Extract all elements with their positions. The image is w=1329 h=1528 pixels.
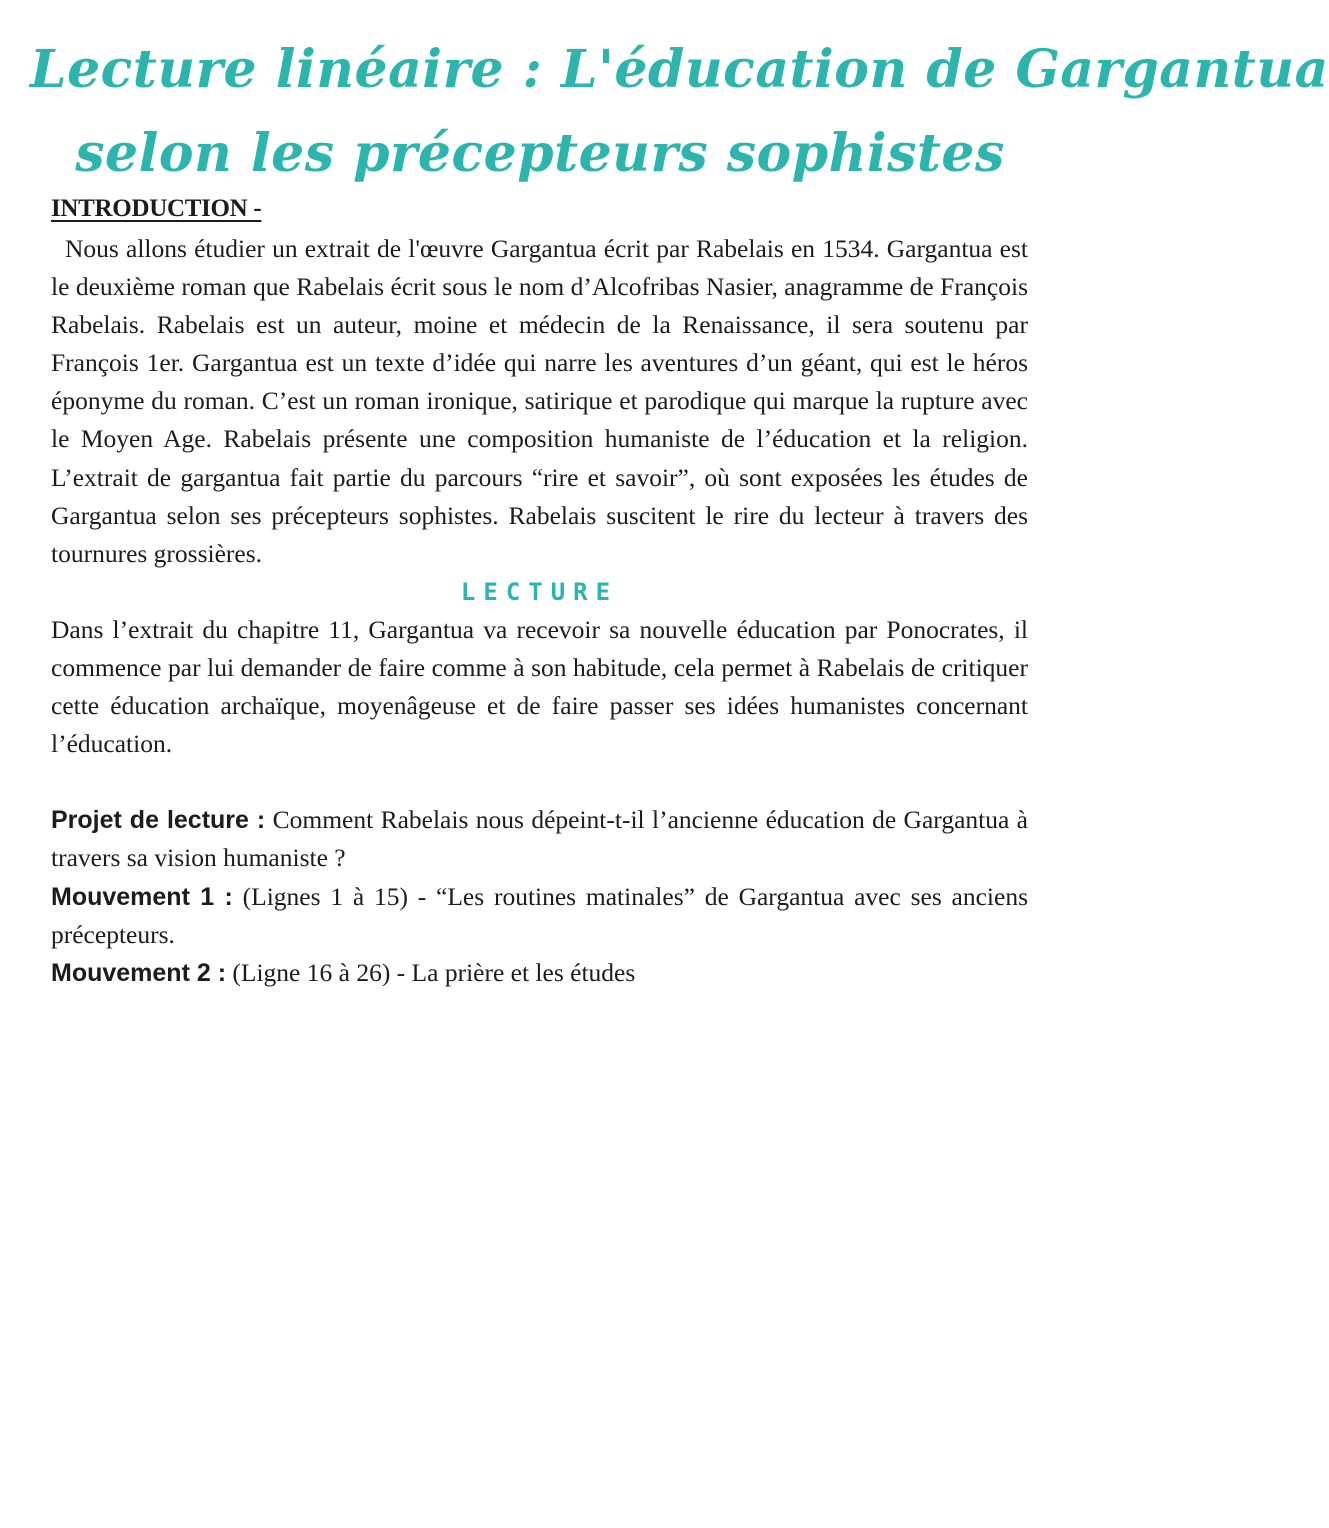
document-body bbox=[51, 196, 1028, 992]
mouvement-1-label: Mouvement 1 : bbox=[51, 882, 233, 911]
projet-label: Projet de lecture : bbox=[51, 806, 266, 835]
projet-text: Comment Rabelais nous dépeint-t-il l’ancienne éducation de Gargantua à travers sa vision humaniste ? bbox=[51, 805, 1028, 873]
mouvement-2-label: Mouvement 2 : bbox=[51, 958, 227, 987]
lecture-heading: LECTURE bbox=[460, 577, 619, 606]
blank-line bbox=[51, 763, 1028, 801]
introduction-paragraph: Nous allons étudier un extrait de l'œuvre Gargantua écrit par Rabelais en 1534. Gargantua est le deuxième roman que Rabelais écrit sous le nom d’Alcofribas Nasier, anagramme de François Rabelais. Rabelais est un auteur, moine et médecin de la Renaissance, il sera soutenu par François 1er. Gargantua est un texte d’idée qui narre les aventures d’un géant, qui est le héros éponyme du roman. C’est un roman ironique, satirique et parodique qui marque la rupture avec le Moyen Age. Rabelais présente une composition humaniste de l’éducation et la religion. L’extrait de gargantua fait partie du parcours “rire et savoir”, où sont exposées les études de Gargantua selon ses précepteurs sophistes. Rabelais suscitent le rire du lecteur à travers des tournures grossières. bbox=[51, 234, 1028, 568]
title-line-2: selon les précepteurs sophistes bbox=[75, 123, 1005, 184]
mouvement-2-text: (Ligne 16 à 26) - La prière et les études bbox=[226, 957, 636, 987]
mouvement-2 bbox=[51, 954, 1028, 992]
lecture-paragraph: Dans l’extrait du chapitre 11, Gargantua va recevoir sa nouvelle éducation par Ponocrates, il commence par lui demander de faire comme à son habitude, cela permet à Rabelais de critiquer cette éducation archaïque, moyenâgeuse et de faire passer ses idées humanistes concernant l’éducation. bbox=[51, 614, 1028, 759]
mouvement-1-text: (Lignes 1 à 15) - “Les routines matinales” de Gargantua avec ses anciens précepteurs. bbox=[51, 881, 1029, 949]
projet-de-lecture bbox=[51, 801, 1028, 877]
introduction-heading: INTRODUCTION - bbox=[51, 195, 262, 222]
mouvement-1 bbox=[51, 878, 1028, 954]
title-line-1: Lecture linéaire : L'éducation de Gargantua bbox=[30, 39, 1329, 100]
